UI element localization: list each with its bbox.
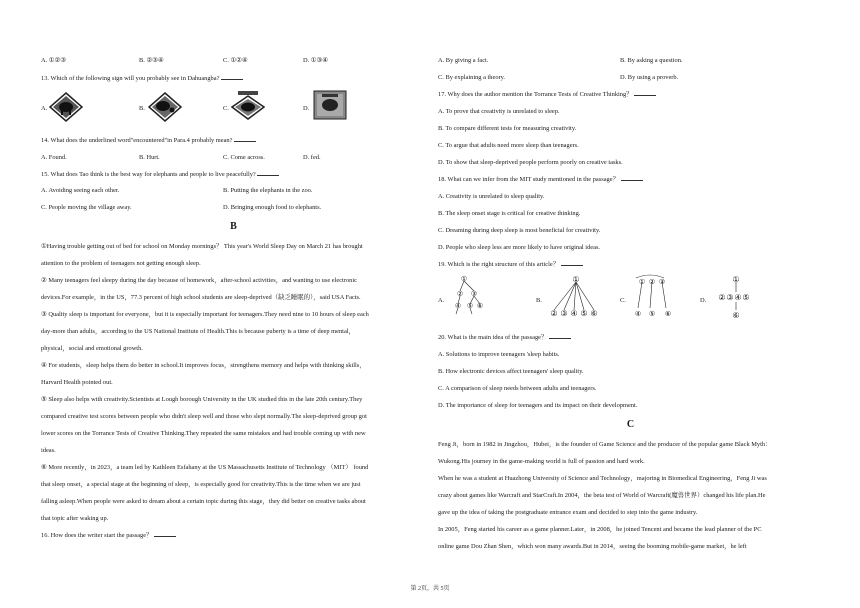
- svg-text:④: ④: [454, 302, 462, 310]
- svg-text:①: ①: [638, 278, 646, 286]
- svg-text:③: ③: [726, 293, 734, 302]
- q12-option-d: D. ①③④: [303, 57, 328, 64]
- passage-b-line: ③ Quality sleep is important for everyone，but it is especially important for teenagers.They need nine to 10 hours of sleep each: [41, 311, 369, 318]
- elephant-sign-c-icon: [231, 90, 265, 120]
- svg-text:②: ②: [718, 293, 726, 302]
- q15-option-d: D. Bringing enough food to elephants.: [223, 204, 322, 211]
- passage-b-line: compared creative test scores between people who didn't sleep well and those who slept normally.The sleep-deprived group got: [41, 413, 367, 420]
- q18-option-a: A. Creativity is unrelated to sleep quality.: [438, 193, 545, 200]
- q14-text: 14. What does the underlined word"encountered"in Para.4 probably mean?: [41, 137, 233, 144]
- q13-question: [41, 74, 243, 83]
- q16-option-a: A. By giving a fact.: [438, 57, 489, 64]
- q17-option-a: A. To prove that creativity is unrelated to sleep.: [438, 108, 560, 115]
- svg-text:①: ①: [572, 275, 580, 284]
- q20-question: [438, 333, 571, 342]
- passage-b-line: attention to the problem of teenagers not getting enough sleep.: [41, 260, 201, 267]
- passage-c-line: Wukong.His journey in the game-making world is full of passion and hard work.: [438, 458, 645, 465]
- passage-b-line: falling asleep.When people were asked to dream about a certain topic during this stage，they did better on creative tasks about: [41, 498, 366, 505]
- q17-option-b: B. To compare different tests for measuring creativity.: [438, 125, 577, 132]
- q13-text: 13. Which of the following sign will you probably see in Dahuangba?: [41, 75, 220, 82]
- passage-b-line: lower scores on the Torrance Tests of Creative Thinking.They repeated the same mistakes and had trouble coming up with new: [41, 430, 366, 437]
- passage-b-line: ideas.: [41, 447, 56, 454]
- svg-text:⑥: ⑥: [732, 311, 740, 320]
- structure-diagram-d: [710, 274, 764, 322]
- svg-text:⑥: ⑥: [590, 309, 598, 318]
- svg-text:④: ④: [634, 310, 642, 318]
- q14-option-a: A. Found.: [41, 154, 67, 161]
- q18-option-b: B. The sleep onset stage is critical for creative thinking.: [438, 210, 581, 217]
- q19-question: [438, 260, 583, 269]
- answer-blank: [154, 531, 176, 537]
- q16-option-d: D. By using a proverb.: [620, 74, 679, 81]
- svg-text:③: ③: [470, 290, 478, 298]
- q18-option-d: D. People who sleep less are more likely to have original ideas.: [438, 244, 601, 251]
- passage-c-line: When he was a student at Huazhong University of Science and Technology，majoring in Biomedical Engineering，Feng Ji was: [438, 475, 767, 482]
- q13-label-b: B.: [139, 105, 145, 112]
- svg-text:④: ④: [734, 293, 742, 302]
- q16-option-b: B. By asking a question.: [620, 57, 683, 64]
- q20-option-a: A. Solutions to improve teenagers 'sleep habits.: [438, 351, 560, 358]
- q14-question: [41, 136, 256, 145]
- page-footer: 第 2页，共 5页: [410, 586, 450, 592]
- structure-diagram-a: [450, 274, 500, 322]
- q15-option-b: B. Putting the elephants in the zoo.: [223, 187, 313, 194]
- q12-option-a: A. ①②③: [41, 57, 66, 64]
- svg-text:①: ①: [732, 275, 740, 284]
- q13-label-c: C.: [223, 105, 229, 112]
- answer-blank: [634, 90, 656, 96]
- passage-c-line: Feng Ji，born in 1982 in Jingzhou，Hubei，is the founder of Game Science and the producer of the popular game Black Myth：: [438, 441, 772, 448]
- q16-question: [41, 531, 176, 540]
- q20-option-b: B. How electronic devices affect teenagers' sleep quality.: [438, 368, 584, 375]
- passage-c-line: In 2005，Feng started his career as a game planner.Later，in 2008，he joined Tencent and became the lead planner of the PC: [438, 526, 762, 533]
- passage-c-line: online game Dou Zhan Shen，which won many awards.But in 2014，seeing the booming mobile-game market，he left: [438, 543, 747, 550]
- q19-label-a: A.: [438, 297, 445, 304]
- answer-blank: [221, 74, 243, 80]
- passage-b-line: ⑥ More recently，in 2023，a team led by Kathleen Esfahany at the US Massachusetts Institute of Technology （MIT） found: [41, 464, 369, 471]
- q15-text: 15. What does Tao think is the best way for elephants and people to live peacefully?: [41, 171, 256, 178]
- q20-text: 20. What is the main idea of the passage？: [438, 334, 548, 341]
- passage-b-line: that sleep onset，a special stage at the beginning of sleep，is especially good for creativity.This is the time when we are just: [41, 481, 361, 488]
- q17-option-c: C. To argue that adults need more sleep than teenagers.: [438, 142, 579, 149]
- q19-label-d: D.: [700, 297, 707, 304]
- section-b-heading: B: [230, 221, 237, 232]
- q16-text: 16. How does the writer start the passage？: [41, 532, 153, 539]
- q19-label-c: C.: [620, 297, 626, 304]
- passage-b-line: ② Many teenagers feel sleepy during the day because of homework，after-school activities，and wanting to use electronic: [41, 277, 357, 284]
- q18-text: 18. What can we infer from the MIT study mentioned in the passage？: [438, 176, 619, 183]
- q18-question: [438, 175, 643, 184]
- passage-c-line: crazy about games like Warcraft and StarCraft.In 2004，the beta test of World of Warcraft(魔兽世界）changed his life plan.He: [438, 492, 766, 499]
- q15-question: [41, 170, 279, 179]
- passage-b-line: day-more than adults，according to the US National Institute of Health.This is because puberty is a time of deep mental，: [41, 328, 355, 335]
- svg-text:⑥: ⑥: [476, 302, 484, 310]
- q16-option-c: C. By explaining a theory.: [438, 74, 506, 81]
- q14-option-d: D. fed.: [303, 154, 321, 161]
- q17-question: [438, 90, 656, 99]
- q15-option-a: A. Avoiding seeing each other.: [41, 187, 120, 194]
- q18-option-c: C. Dreaming during deep sleep is most beneficial for creativity.: [438, 227, 601, 234]
- q13-label-a: A.: [41, 105, 48, 112]
- passage-b-line: ①Having trouble getting out of bed for school on Monday mornings？ This year's World Sleep Day on March 21 has brought: [41, 243, 363, 250]
- svg-text:⑥: ⑥: [664, 310, 672, 318]
- passage-b-line: that topic after waking up.: [41, 515, 109, 522]
- svg-text:⑤: ⑤: [466, 302, 474, 310]
- elephant-sign-b-icon: [148, 92, 182, 122]
- elephant-sign-a-icon: [49, 92, 83, 122]
- answer-blank: [257, 170, 279, 176]
- q17-option-d: D. To show that sleep-deprived people perform poorly on creative tasks.: [438, 159, 623, 166]
- svg-text:②: ②: [648, 278, 656, 286]
- passage-b-line: devices.For example，in the US，77.3 percent of high school students are sleep-deprived（缺乏睡眠的），said USA Facts.: [41, 294, 361, 301]
- structure-diagram-c: [630, 274, 684, 322]
- svg-text:④: ④: [570, 309, 578, 318]
- passage-b-line: ④ For students，sleep helps them do better in school.It improves focus，strengthens memory and helps with thinking skills，: [41, 362, 366, 369]
- svg-text:①: ①: [460, 275, 468, 283]
- svg-text:②: ②: [456, 290, 464, 298]
- section-c-heading: C: [626, 419, 635, 430]
- q12-option-b: B. ②③④: [139, 57, 164, 64]
- elephant-sign-d-icon: [313, 90, 347, 120]
- svg-text:⑤: ⑤: [648, 310, 656, 318]
- q19-label-b: B.: [536, 297, 542, 304]
- answer-blank: [561, 260, 583, 266]
- svg-text:③: ③: [560, 309, 568, 318]
- answer-blank: [234, 136, 256, 142]
- answer-blank: [549, 333, 571, 339]
- svg-text:③: ③: [658, 278, 666, 286]
- svg-text:⑤: ⑤: [580, 309, 588, 318]
- q13-label-d: D.: [303, 105, 310, 112]
- svg-text:⑤: ⑤: [742, 293, 750, 302]
- passage-b-line: Harvard Health pointed out.: [41, 379, 113, 386]
- q19-text: 19. Which is the right structure of this article？: [438, 261, 560, 268]
- q20-option-d: D. The importance of sleep for teenagers and its impact on their development.: [438, 402, 638, 409]
- q17-text: 17. Why does the author mention the Torrance Tests of Creative Thinking？: [438, 91, 633, 98]
- passage-b-line: ⑤ Sleep also helps with creativity.Scientists at Lough borough University in the UK studied this in the late 20th century.They: [41, 396, 363, 403]
- passage-b-line: physical，social and emotional growth.: [41, 345, 143, 352]
- passage-c-line: gave up the idea of taking the postgraduate entrance exam and decided to step into the game industry.: [438, 509, 698, 516]
- answer-blank: [621, 175, 643, 181]
- structure-diagram-b: [546, 274, 608, 322]
- svg-text:②: ②: [550, 309, 558, 318]
- q14-option-c: C. Come across.: [223, 154, 265, 161]
- q14-option-b: B. Hurt.: [139, 154, 160, 161]
- q20-option-c: C. A comparison of sleep needs between adults and teenagers.: [438, 385, 597, 392]
- q12-option-c: C. ①②④: [223, 57, 248, 64]
- q15-option-c: C. People moving the village away.: [41, 204, 132, 211]
